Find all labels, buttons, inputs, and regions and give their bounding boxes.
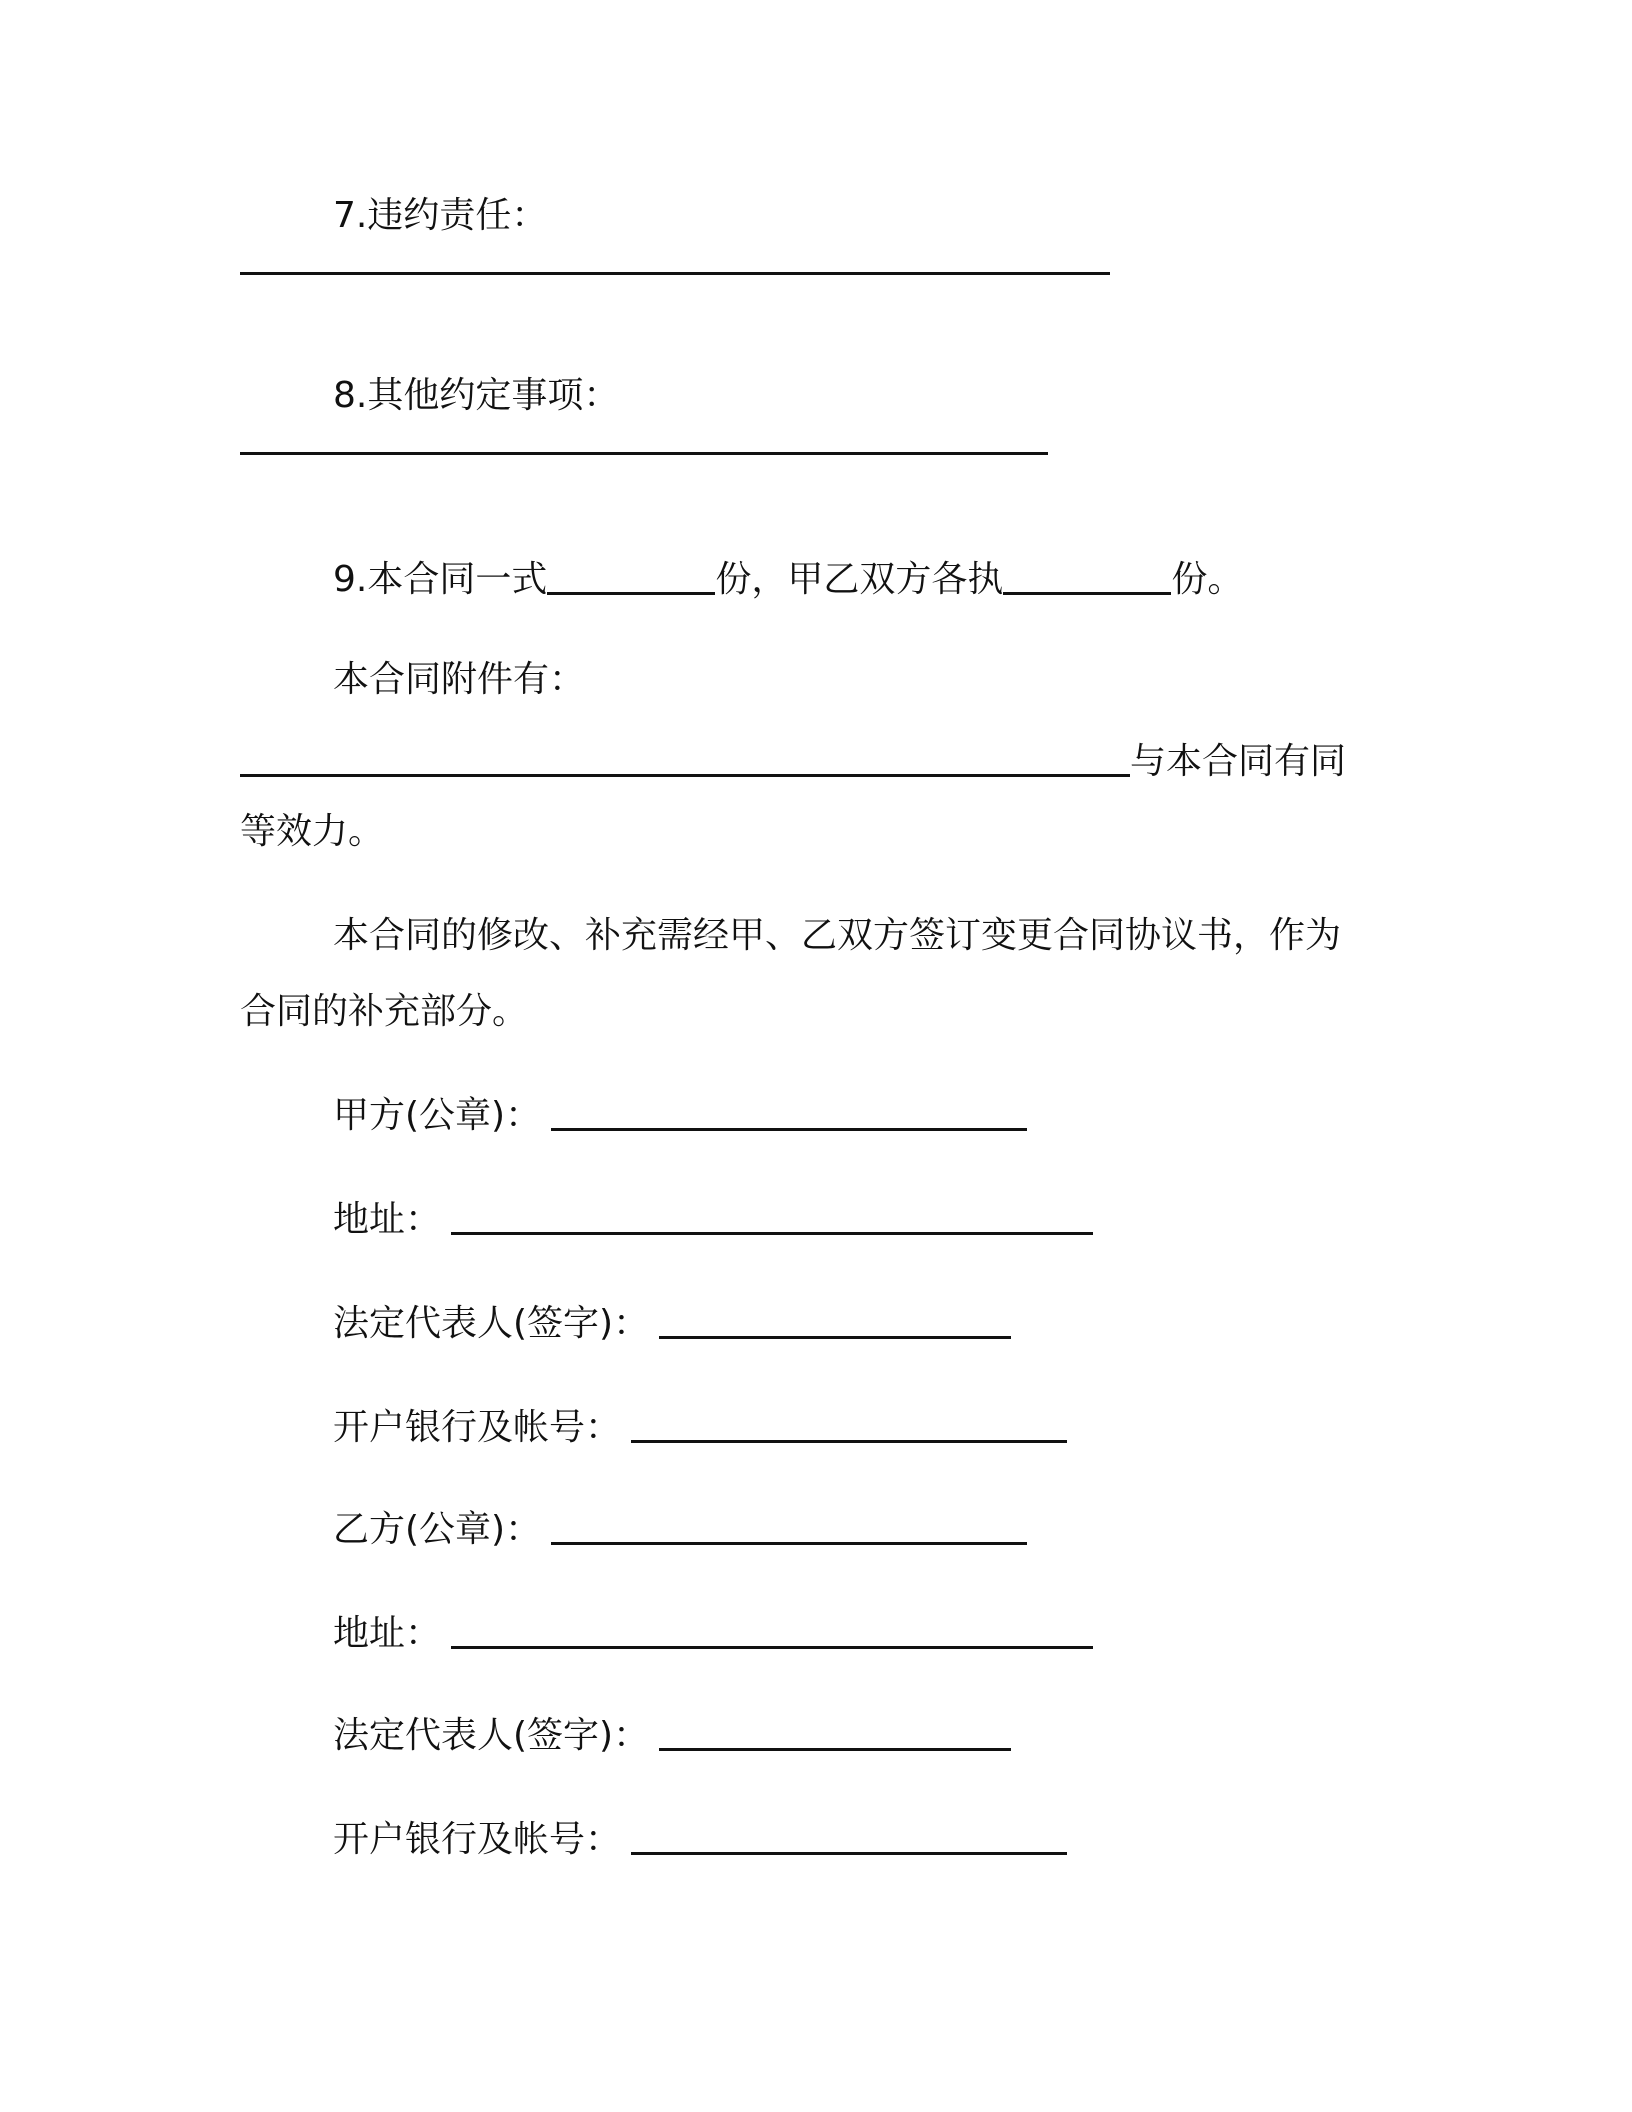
modification-paragraph-line1	[333, 912, 1341, 960]
clause-9-suffix: 份。	[1171, 559, 1244, 600]
party-b-address-label: 地址：	[333, 1613, 442, 1654]
copies-each-blank[interactable]	[1003, 592, 1171, 595]
party-b-bank-blank[interactable]	[631, 1852, 1067, 1855]
attachment-suffix: 与本合同有同	[1130, 741, 1347, 782]
party-b-rep-row	[333, 1712, 1011, 1760]
clause-7-label: 7.违约责任：	[333, 195, 548, 236]
clause-7-blank[interactable]	[240, 272, 1110, 275]
party-a-address-row	[333, 1196, 1093, 1244]
party-b-address-row	[333, 1610, 1093, 1658]
party-b-bank-label: 开户银行及帐号：	[333, 1819, 622, 1860]
party-b-rep-blank[interactable]	[659, 1748, 1011, 1751]
attachment-cont-text: 等效力。	[240, 811, 385, 852]
clause-7-heading	[333, 192, 547, 240]
party-a-seal-row	[333, 1092, 1027, 1140]
clause-7-fill-row	[240, 272, 1110, 284]
attachment-label: 本合同附件有：	[333, 659, 586, 700]
clause-8-fill-row	[240, 452, 1048, 464]
clause-8-blank[interactable]	[240, 452, 1048, 455]
party-a-rep-blank[interactable]	[659, 1336, 1011, 1339]
clause-8-label: 8.其他约定事项：	[333, 375, 620, 416]
party-a-bank-label: 开户银行及帐号：	[333, 1407, 622, 1448]
party-a-bank-row	[333, 1404, 1067, 1452]
attachment-heading	[333, 656, 585, 704]
modification-paragraph-line2	[240, 988, 528, 1036]
attachment-row	[240, 738, 1346, 786]
party-a-address-blank[interactable]	[451, 1232, 1093, 1235]
modification-text-2: 合同的补充部分。	[240, 991, 529, 1032]
party-a-rep-label: 法定代表人(签字)：	[333, 1303, 650, 1344]
clause-9-middle: 份，甲乙双方各执	[715, 559, 1004, 600]
clause-9-prefix: 9.本合同一式	[333, 559, 548, 600]
attachment-continuation	[240, 808, 384, 856]
party-b-seal-row	[333, 1506, 1027, 1554]
party-b-bank-row	[333, 1816, 1067, 1864]
party-a-rep-row	[333, 1300, 1011, 1348]
party-a-bank-blank[interactable]	[631, 1440, 1067, 1443]
modification-text-1: 本合同的修改、补充需经甲、乙双方签订变更合同协议书，作为	[333, 915, 1342, 956]
party-b-seal-label: 乙方(公章)：	[333, 1509, 542, 1550]
party-b-rep-label: 法定代表人(签字)：	[333, 1715, 650, 1756]
party-b-seal-blank[interactable]	[551, 1542, 1027, 1545]
party-a-seal-label: 甲方(公章)：	[333, 1095, 542, 1136]
party-a-address-label: 地址：	[333, 1199, 442, 1240]
attachment-blank[interactable]	[240, 774, 1130, 777]
clause-8-heading	[333, 372, 619, 420]
party-b-address-blank[interactable]	[451, 1646, 1093, 1649]
clause-9	[333, 556, 1243, 604]
party-a-seal-blank[interactable]	[551, 1128, 1027, 1131]
copies-total-blank[interactable]	[547, 592, 715, 595]
